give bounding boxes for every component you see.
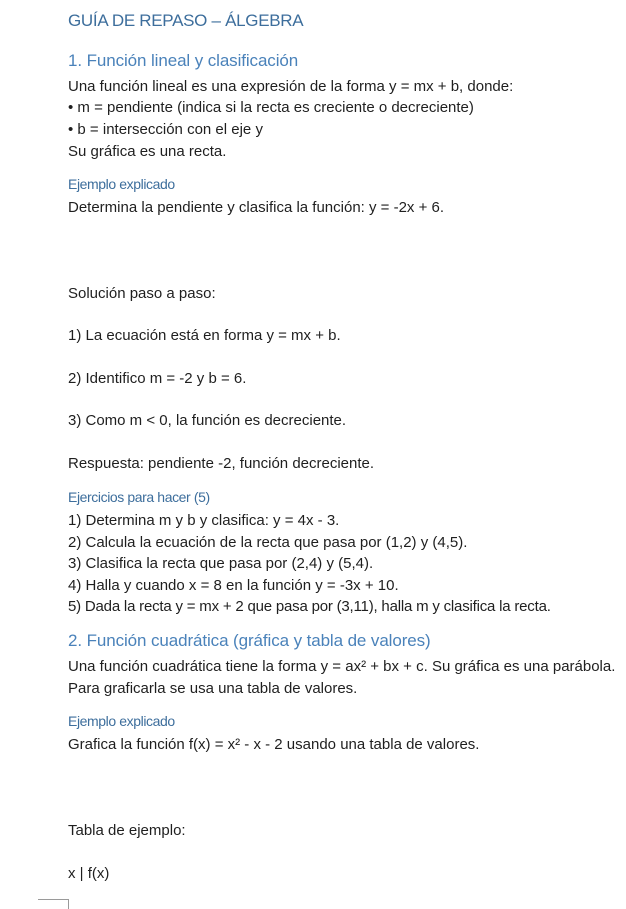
solution-step: 2) Identifico m = -2 y b = 6. xyxy=(68,370,247,387)
table-label: Tabla de ejemplo: xyxy=(68,822,186,839)
exercise-item: 4) Halla y cuando x = 8 en la función y = -3x + 10. xyxy=(68,577,399,594)
section1-example-prompt: Determina la pendiente y clasifica la función: y = -2x + 6. xyxy=(68,199,445,216)
section2-example-heading: Ejemplo explicado xyxy=(68,713,175,729)
solution-step: 3) Como m < 0, la función es decreciente. xyxy=(68,412,347,429)
exercises-heading: Ejercicios para hacer (5) xyxy=(68,489,210,505)
document-title: GUÍA DE REPASO – ÁLGEBRA xyxy=(68,11,304,30)
section2-intro: Una función cuadrática tiene la forma y = ax² + bx + c. Su gráfica es una parábola. Para graficarla se usa una tabla de valores. xyxy=(68,658,616,697)
section2-example-prompt: Grafica la función f(x) = x² - x - 2 usando una tabla de valores. xyxy=(68,736,480,753)
exercise-item: 1) Determina m y b y clasifica: y = 4x - 3. xyxy=(68,512,340,529)
section1-example-heading: Ejemplo explicado xyxy=(68,176,175,192)
table-header: x | f(x) xyxy=(68,865,110,882)
section1-heading: 1. Función lineal y clasificación xyxy=(68,51,299,70)
exercise-item: 5) Dada la recta y = mx + 2 que pasa por (3,11), halla m y clasifica la recta. xyxy=(68,598,551,615)
section2-heading: 2. Función cuadrática (gráfica y tabla de valores) xyxy=(68,631,431,650)
exercise-item: 2) Calcula la ecuación de la recta que pasa por (1,2) y (4,5). xyxy=(68,534,468,551)
section1-intro-line: Su gráfica es una recta. xyxy=(68,143,227,160)
exercise-item: 3) Clasifica la recta que pasa por (2,4) y (5,4). xyxy=(68,555,374,572)
solution-step: 1) La ecuación está en forma y = mx + b. xyxy=(68,327,341,344)
solution-label: Solución paso a paso: xyxy=(68,285,216,302)
solution-answer: Respuesta: pendiente -2, función decreciente. xyxy=(68,455,375,472)
section1-intro-line: Una función lineal es una expresión de la forma y = mx + b, donde: xyxy=(68,78,514,95)
section1-intro-line: • m = pendiente (indica si la recta es creciente o decreciente) xyxy=(68,99,474,116)
section1-intro-line: • b = intersección con el eje y xyxy=(68,121,263,138)
